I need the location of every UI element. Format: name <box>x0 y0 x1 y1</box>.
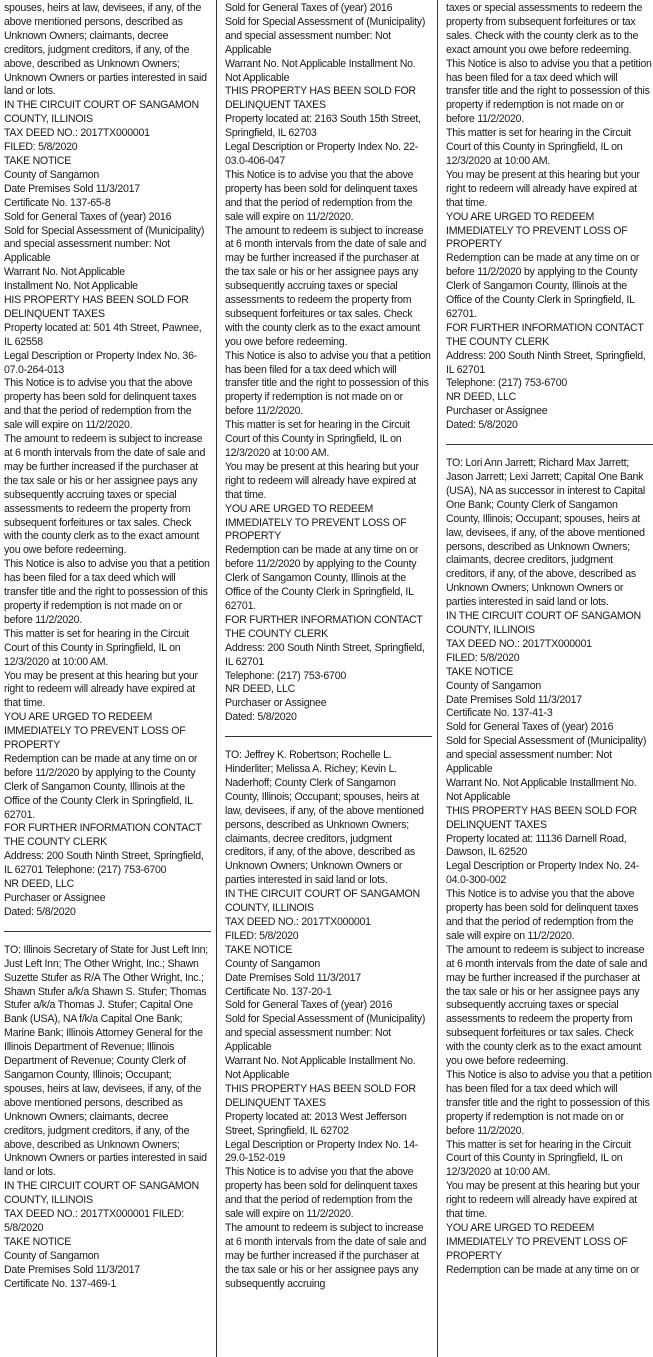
notice-line: Sold for General Taxes of (year) 2016 <box>225 2 393 14</box>
notice-separator <box>225 736 432 737</box>
notice-line: Legal Description or Property Index No. 22-03.0-406-047 <box>225 141 418 167</box>
notice-line: County of Sangamon <box>446 679 542 692</box>
notice-line: TO: Jeffrey K. Robertson; Rochelle L. Hinderliter; Melissa A. Richey; Kevin L. Naderhoff; County Clerk of Sangamon County, Illinois; Occupant; spouses, heirs at law, devisees, if any, of the above mentioned persons, described as Unknown Owners; claimants, decree creditors, judgment creditors, if any, of the above, described as Unknown Owners; Unknown Owners or parties interested in said land or lots. <box>225 749 424 887</box>
notice-line: FOR FURTHER INFORMATION CONTACT THE COUNTY CLERK <box>4 822 202 849</box>
notice-line: FOR FURTHER INFORMATION CONTACT THE COUNTY CLERK <box>225 613 423 640</box>
column-3 <box>446 2 653 1355</box>
notice-line: TAX DEED NO.: 2017TX000001 FILED: 5/8/2020 <box>4 1208 184 1234</box>
notice-line: FOR FURTHER INFORMATION CONTACT THE COUNTY CLERK <box>446 321 644 348</box>
notice-line: Dated: 5/8/2020 <box>4 905 76 918</box>
notice-separator <box>4 931 211 932</box>
notice-line: IN THE CIRCUIT COURT OF SANGAMON COUNTY, ILLINOIS <box>4 99 199 126</box>
notice-line: Telephone: (217) 753-6700 <box>225 669 346 682</box>
notice-line: Warrant No. Not Applicable Installment No. Not Applicable <box>225 1055 416 1081</box>
notice-line: Date Premises Sold 11/3/2017 <box>4 1263 140 1276</box>
notice-line: Sold for General Taxes of (year) 2016 <box>225 999 393 1012</box>
notice-line: County of Sangamon <box>4 1249 100 1262</box>
column-2 <box>225 2 432 1355</box>
legal-notice <box>4 944 211 1292</box>
notice-line: TAKE NOTICE <box>446 665 514 678</box>
notice-line: The amount to redeem is subject to increase at 6 month intervals from the date of sale and may be further increased if the purchaser at the tax sale or his or her assignee pays any subsequently accruing <box>225 1221 427 1290</box>
notice-line: Warrant No. Not Applicable <box>4 266 125 279</box>
notice-line: TO: Lori Ann Jarrett; Richard Max Jarrett; Jason Jarrett; Lexi Jarrett; Capital One Bank (USA), NA as successor in interest to Capital One Bank; County Clerk of Sangamon County, Illinois; Occupant; spouses, heirs at law, devisees, if any, of the above mentioned persons, described as Unknown Owners; claimants, decree creditors, judgment creditors, if any, of the above, described as Unknown Owners; Unknown Owners or parties interested in said land or lots. <box>446 457 645 609</box>
notice-line: Address: 200 South Ninth Street, Springfield, IL 62701 <box>225 641 425 668</box>
notice-line: Certificate No. 137-41-3 <box>446 707 553 720</box>
notice-line: Legal Description or Property Index No. 14-29.0-152-019 <box>225 1138 418 1165</box>
notice-line: FILED: 5/8/2020 <box>4 141 78 154</box>
column-divider-1 <box>216 0 217 1357</box>
notice-line: Purchaser or Assignee <box>4 892 106 904</box>
legal-notice <box>446 457 653 1277</box>
notice-line: Property located at: 2013 West Jefferson Street, Springfield, IL 62702 <box>225 1110 407 1137</box>
notice-line: NR DEED, LLC <box>4 878 74 891</box>
notice-line: You may be present at this hearing but your right to redeem will already have expired at that time. <box>446 1180 640 1221</box>
notice-line: This matter is set for hearing in the Circuit Court of this County in Springfield, IL on 12/3/2020 at 10:00 AM. <box>446 1138 631 1179</box>
notice-line: TAX DEED NO.: 2017TX000001 <box>4 127 150 140</box>
notice-line: FILED: 5/8/2020 <box>446 651 520 664</box>
notice-line: Sold for Special Assessment of (Municipality) and special assessment number: Not Applicable <box>446 735 647 776</box>
notice-line: This Notice is to advise you that the above property has been sold for delinquent taxes and that the period of redemption from the sale will expire on 11/2/2020. <box>225 168 418 223</box>
notice-line: This matter is set for hearing in the Circuit Court of this County in Springfield, IL on 12/3/2020 at 10:00 AM. <box>4 627 189 668</box>
notice-line: Sold for General Taxes of (year) 2016 <box>4 210 172 223</box>
notice-line: TAX DEED NO.: 2017TX000001 <box>446 637 592 650</box>
notice-line: This Notice is also to advise you that a petition has been filed for a tax deed which will transfer title and the right to possession of this property if redemption is not made on or before 11/2/2020. <box>225 349 431 418</box>
notice-line: Redemption can be made at any time on or before 11/2/2020 by applying to the County Clerk of Sangamon County, Illinois at the Office of the County Clerk in Springfield, IL 62701. <box>4 752 198 821</box>
notice-line: THIS PROPERTY HAS BEEN SOLD FOR DELINQUENT TAXES <box>225 1082 416 1109</box>
notice-line: Sold for Special Assessment of (Municipality) and special assessment number: Not Applicable <box>225 1013 426 1054</box>
notice-line: TO: Illinois Secretary of State for Just Left Inn; Just Left Inn; The Other Wright, Inc.; Shawn Suzette Stufer as R/A The Other Wright, Inc.; Shawn Stufer a/k/a Shawn S. Stufer; Thomas Stufer a/k/a Thomas J. Stufer; Capital One Bank (USA), NA f/k/a Capital One Bank; Marine Bank; Illinois Attorney General for the Illinois Department of Revenue; Illinois Department of Revenue; County Clerk of Sangamon County, Illinois; Occupant; spouses, heirs at law, devisees, if any, of the above mentioned persons, described as Unknown Owners; claimants, decree creditors, judgment creditors, if any, of the above, described as Unknown Owners; Unknown Owners or parties interested in said land or lots. <box>4 943 208 1179</box>
notice-separator <box>446 444 653 445</box>
legal-notice <box>225 749 432 1291</box>
notice-line: This Notice is also to advise you that a petition has been filed for a tax deed which will transfer title and the right to possession of this property if redemption is not made on or before 11/2/2020. <box>4 558 210 626</box>
notice-line: Sold for Special Assessment of (Municipality) and special assessment number: Not Applicable <box>4 224 205 265</box>
notice-line: Certificate No. 137-65-8 <box>4 196 111 209</box>
notice-line: Property located at: 11136 Darnell Road, Dawson, IL 62520 <box>446 832 627 859</box>
notice-line: Date Premises Sold 11/3/2017 <box>4 182 140 195</box>
notice-line: IN THE CIRCUIT COURT OF SANGAMON COUNTY, ILLINOIS <box>4 1180 199 1207</box>
notice-line: You may be present at this hearing but your right to redeem will already have expired at that time. <box>446 168 640 209</box>
notice-line: This matter is set for hearing in the Circuit Court of this County in Springfield, IL on 12/3/2020 at 10:00 AM. <box>446 127 631 167</box>
notice-line: IN THE CIRCUIT COURT OF SANGAMON COUNTY, ILLINOIS <box>446 610 641 636</box>
notice-line: The amount to redeem is subject to increase at 6 month intervals from the date of sale and may be further increased if the purchaser at the tax sale or his or her assignee pays any subsequently accruing taxes or special assessments to redeem the property from subsequent forfeitures or tax sales. Check with the county clerk as to the exact amount you owe before redeeming. <box>4 433 206 557</box>
notice-line: This Notice is also to advise you that a petition has been filed for a tax deed which will transfer title and the right to possession of this property if redemption is not made on or before 11/2/2020. <box>446 1068 652 1137</box>
notice-line: Legal Description or Property Index No. 36-07.0-264-013 <box>4 349 197 376</box>
notice-line: Redemption can be made at any time on or before 11/2/2020 by applying to the County Clerk of Sangamon County, Illinois at the Office of the County Clerk in Springfield, IL 62701. <box>225 544 419 612</box>
notice-line: TAKE NOTICE <box>225 943 293 956</box>
notice-line: Legal Description or Property Index No. 24-04.0-300-002 <box>446 860 639 887</box>
legal-notice <box>4 2 211 920</box>
notice-line: YOU ARE URGED TO REDEEM IMMEDIATELY TO PREVENT LOSS OF PROPERTY <box>4 711 186 752</box>
notice-line: This Notice is to advise you that the above property has been sold for delinquent taxes and that the period of redemption from the sale will expire on 11/2/2020. <box>225 1166 418 1221</box>
notice-line: Address: 200 South Ninth Street, Springfield, IL 62701 Telephone: (217) 753-6700 <box>4 850 204 877</box>
notice-line: This matter is set for hearing in the Circuit Court of this County in Springfield, IL on 12/3/2020 at 10:00 AM. <box>225 419 410 459</box>
notice-line: TAKE NOTICE <box>4 154 72 167</box>
notice-line: County of Sangamon <box>4 168 100 181</box>
notice-line: Installment No. Not Applicable <box>4 280 138 293</box>
notice-line: Telephone: (217) 753-6700 <box>446 377 567 390</box>
legal-notice <box>225 2 432 725</box>
notice-line: taxes or special assessments to redeem the property from subsequent forfeitures or tax sales. Check with the county clerk as to the exact amount you owe before redeeming. <box>446 2 643 56</box>
notice-line: The amount to redeem is subject to increase at 6 month intervals from the date of sale and may be further increased if the purchaser at the tax sale or his or her assignee pays any subsequently accruing taxes or special assessments to redeem the property from subsequent forfeitures or tax sales. Check with the county clerk as to the exact amount you owe before redeeming. <box>446 943 648 1068</box>
notice-line: HIS PROPERTY HAS BEEN SOLD FOR DELINQUENT TAXES <box>4 294 189 320</box>
notice-line: Redemption can be made at any time on or <box>446 1263 640 1276</box>
column-divider-2 <box>437 0 438 1357</box>
notice-line: Dated: 5/8/2020 <box>446 419 518 432</box>
notice-line: Certificate No. 137-469-1 <box>4 1277 117 1290</box>
notice-line: TAX DEED NO.: 2017TX000001 <box>225 916 371 928</box>
notice-line: The amount to redeem is subject to increase at 6 month intervals from the date of sale and may be further increased if the purchaser at the tax sale or his or her assignee pays any subsequently accruing taxes or special assessments to redeem the property from subsequent forfeitures or tax sales. Check with the county clerk as to the exact amount you owe before redeeming. <box>225 224 427 348</box>
notice-line: FILED: 5/8/2020 <box>225 929 299 942</box>
notice-line: Dated: 5/8/2020 <box>225 711 297 724</box>
notice-line: YOU ARE URGED TO REDEEM IMMEDIATELY TO PREVENT LOSS OF PROPERTY <box>446 1221 628 1262</box>
notice-line: Date Premises Sold 11/3/2017 <box>446 693 582 706</box>
notice-line: Sold for General Taxes of (year) 2016 <box>446 721 614 734</box>
notice-line: YOU ARE URGED TO REDEEM IMMEDIATELY TO PREVENT LOSS OF PROPERTY <box>446 210 628 251</box>
notice-line: County of Sangamon <box>225 957 321 970</box>
notice-line: Redemption can be made at any time on or before 11/2/2020 by applying to the County Clerk of Sangamon County, Illinois at the Office of the County Clerk in Springfield, IL 62701. <box>446 252 640 320</box>
notice-line: Sold for Special Assessment of (Municipality) and special assessment number: Not Applicable <box>225 15 426 56</box>
notice-line: Purchaser or Assignee <box>446 405 548 418</box>
notice-line: You may be present at this hearing but your right to redeem will already have expired at that time. <box>225 460 419 501</box>
notice-line: IN THE CIRCUIT COURT OF SANGAMON COUNTY, ILLINOIS <box>225 888 420 915</box>
legal-notice <box>446 2 653 433</box>
notice-line: This Notice is to advise you that the above property has been sold for delinquent taxes and that the period of redemption from the sale will expire on 11/2/2020. <box>446 888 639 942</box>
notice-line: Property located at: 2163 South 15th Street, Springfield, IL 62703 <box>225 113 421 140</box>
notice-line: Certificate No. 137-20-1 <box>225 985 332 998</box>
notice-line: THIS PROPERTY HAS BEEN SOLD FOR DELINQUENT TAXES <box>446 804 637 831</box>
notice-line: THIS PROPERTY HAS BEEN SOLD FOR DELINQUENT TAXES <box>225 85 416 112</box>
notice-line: Address: 200 South Ninth Street, Springfield, IL 62701 <box>446 349 646 376</box>
notice-line: Warrant No. Not Applicable Installment No. Not Applicable <box>225 57 416 84</box>
notice-line: Warrant No. Not Applicable Installment No. Not Applicable <box>446 776 637 803</box>
notice-line: You may be present at this hearing but your right to redeem will already have expired at that time. <box>4 669 198 710</box>
notice-line: Property located at: 501 4th Street, Pawnee, IL 62558 <box>4 321 202 348</box>
notice-line: TAKE NOTICE <box>4 1235 72 1248</box>
notice-line: spouses, heirs at law, devisees, if any, of the above mentioned persons, described as Unknown Owners; claimants, decree creditors, judgment creditors, if any, of the above, described as Unknown Owners; Unknown Owners or parties interested in said land or lots. <box>4 2 207 98</box>
column-1 <box>4 2 211 1355</box>
notice-line: NR DEED, LLC <box>225 683 295 696</box>
notice-line: NR DEED, LLC <box>446 391 516 404</box>
notice-line: This Notice is also to advise you that a petition has been filed for a tax deed which will transfer title and the right to possession of this property if redemption is not made on or before 11/2/2020. <box>446 57 652 126</box>
notice-line: Purchaser or Assignee <box>225 697 327 710</box>
notice-line: This Notice is to advise you that the above property has been sold for delinquent taxes and that the period of redemption from the sale will expire on 11/2/2020. <box>4 377 197 432</box>
notice-line: YOU ARE URGED TO REDEEM IMMEDIATELY TO PREVENT LOSS OF PROPERTY <box>225 502 407 543</box>
notice-line: Date Premises Sold 11/3/2017 <box>225 971 361 984</box>
